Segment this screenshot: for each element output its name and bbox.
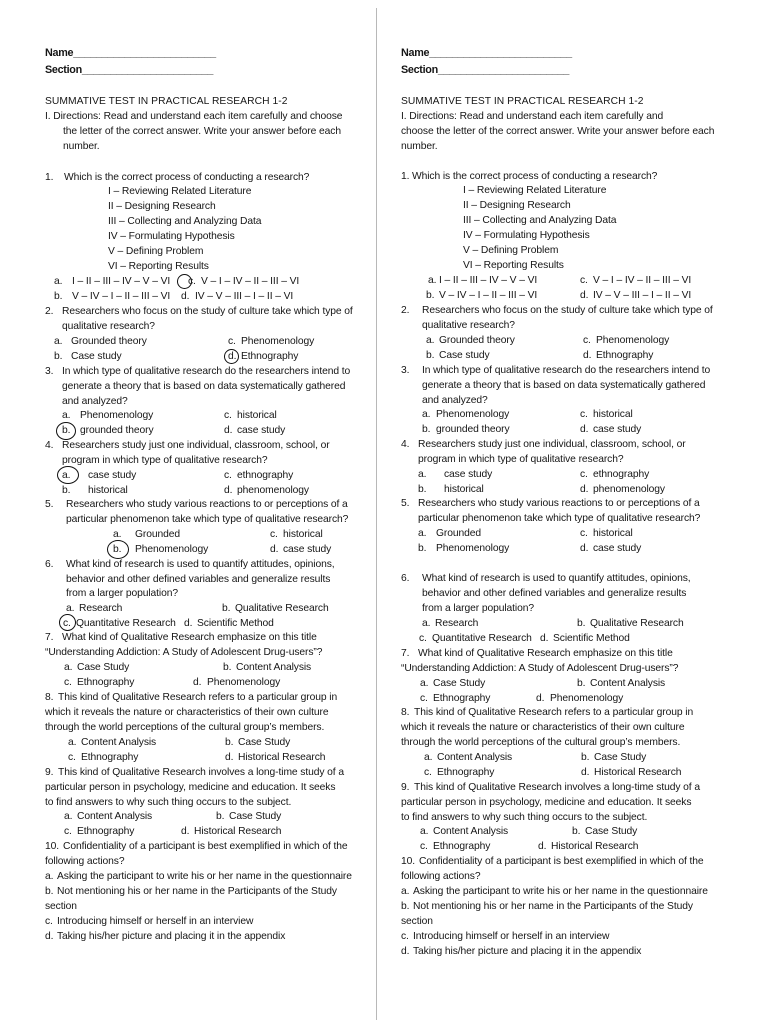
option-letter: c. [228, 336, 236, 347]
option-letter: c. [224, 470, 232, 481]
option-letter: a. [420, 826, 429, 837]
option-b: Qualitative Research [590, 618, 684, 629]
question-stem: Which is the correct process of conducting a research? [412, 171, 658, 182]
option-c: Ethnography [433, 693, 491, 704]
option-d: Taking his/her picture and placing it in the appendix [57, 931, 286, 942]
question-stem: Researchers who focus on the study of culture take which type of [62, 306, 353, 317]
option-letter: c. [419, 633, 427, 644]
option-letter: c. [270, 529, 278, 540]
option-letter: a. [422, 409, 431, 420]
option-letter: a. [113, 529, 122, 540]
option-c: Introducing himself or herself in an interview [57, 916, 254, 927]
option-letter: a. [64, 811, 73, 822]
option-letter: c. [63, 618, 71, 629]
option-b: Case study [439, 350, 490, 361]
process-step: IV – Formulating Hypothesis [108, 231, 235, 242]
option-a: case study [88, 470, 137, 481]
option-c: Phenomenology [596, 335, 670, 346]
question-stem: What kind of Qualitative Research emphasize on this title [418, 648, 673, 659]
process-step: V – Defining Problem [463, 245, 559, 256]
question-number: 2. [401, 305, 410, 316]
option-a: Asking the participant to write his or her name in the questionnaire [413, 886, 708, 897]
option-letter: c. [420, 693, 428, 704]
question-stem: through the world perceptions of the cultural group’s members. [45, 722, 325, 733]
question-stem: from a larger population? [422, 603, 534, 614]
answer-circle [56, 422, 76, 440]
option-d: case study [593, 424, 642, 435]
option-letter: c. [64, 826, 72, 837]
option-letter: a. [401, 886, 410, 897]
process-step: II – Designing Research [108, 201, 216, 212]
option-a: Grounded theory [439, 335, 515, 346]
option-letter: b. [426, 350, 435, 361]
option-letter: b. [62, 425, 71, 436]
option-letter: d. [270, 544, 279, 555]
question-stem: In which type of qualitative research do the researchers intend to [62, 366, 351, 377]
option-letter: d. [540, 633, 549, 644]
option-letter: b. [54, 291, 63, 302]
question-stem: This kind of Qualitative Research involves a long-time study of a [414, 782, 700, 793]
name-field: Name_________________________ [401, 47, 572, 59]
option-d: IV – V – III – I – II – VI [195, 291, 294, 302]
option-b: historical [444, 484, 484, 495]
question-number: 2. [45, 306, 54, 317]
option-d: case study [593, 543, 642, 554]
option-letter: b. [422, 424, 431, 435]
option-letter: a. [422, 618, 431, 629]
question-number: 1. [45, 172, 54, 183]
option-letter: a. [418, 528, 427, 539]
option-a: Research [79, 603, 123, 614]
option-d: phenomenology [237, 485, 309, 496]
option-d: case study [283, 544, 332, 555]
option-letter: b. [577, 678, 586, 689]
question-stem: “Understanding Addiction: A Study of Adolescent Drug-users”? [401, 663, 679, 674]
option-letter: d. [583, 350, 592, 361]
question-stem: This kind of Qualitative Research refers to a particular group in [414, 707, 694, 718]
question-number: 10. [45, 841, 60, 852]
option-a: Content Analysis [81, 737, 157, 748]
name-field: Name_________________________ [45, 47, 216, 59]
option-letter: c. [583, 335, 591, 346]
answer-circle [107, 540, 129, 559]
option-d: Ethnography [596, 350, 654, 361]
question-number: 8. [401, 707, 410, 718]
question-stem: which it reveals the nature or characteristics of their own culture [45, 707, 329, 718]
question-number: 9. [45, 767, 54, 778]
question-stem: program in which type of qualitative research? [62, 455, 268, 466]
option-c: Phenomenology [241, 336, 315, 347]
option-c: Introducing himself or herself in an interview [413, 931, 610, 942]
option-b: Case Study [585, 826, 638, 837]
process-step: III – Collecting and Analyzing Data [463, 215, 617, 226]
option-letter: d. [224, 485, 233, 496]
option-d: case study [237, 425, 286, 436]
section-field: Section_______________________ [401, 64, 570, 76]
option-c: Ethnography [77, 826, 135, 837]
option-letter: c. [580, 528, 588, 539]
question-stem: to find answers to why such thing occurs to the subject. [45, 797, 292, 808]
answer-circle [224, 349, 239, 364]
option-letter: a. [418, 469, 427, 480]
directions-line: choose the letter of the correct answer. Write your answer before each [401, 126, 715, 137]
option-a: Research [435, 618, 479, 629]
option-d: Historical Research [551, 841, 639, 852]
process-step: VI – Reporting Results [463, 260, 564, 271]
option-letter: c. [45, 916, 53, 927]
question-stem: program in which type of qualitative research? [418, 454, 624, 465]
process-step: III – Collecting and Analyzing Data [108, 216, 262, 227]
option-c: Ethnography [437, 767, 495, 778]
option-d: Scientific Method [553, 633, 630, 644]
question-stem: What kind of Qualitative Research emphasize on this title [62, 632, 317, 643]
question-stem: particular person in psychology, medicine and education. It seeks [45, 782, 336, 793]
option-b: Content Analysis [236, 662, 312, 673]
question-number: 4. [45, 440, 54, 451]
option-letter: b. [225, 737, 234, 748]
option-letter: c. [64, 677, 72, 688]
option-letter: c. [424, 767, 432, 778]
option-letter: b. [418, 484, 427, 495]
option-letter: c. [580, 469, 588, 480]
option-letter: b. [45, 886, 54, 897]
option-letter: a. [62, 410, 71, 421]
question-stem: Confidentiality of a participant is best exemplified in which of the [419, 856, 704, 867]
option-b: Phenomenology [436, 543, 510, 554]
option-letter: d. [193, 677, 202, 688]
option-a: Case Study [433, 678, 486, 689]
option-letter: c. [224, 410, 232, 421]
question-number: 4. [401, 439, 410, 450]
option-letter: d. [581, 767, 590, 778]
directions-line: number. [63, 141, 100, 152]
option-letter: b. [62, 485, 71, 496]
directions-line: I. Directions: Read and understand each item carefully and choose [45, 111, 343, 122]
question-number: 3. [45, 366, 54, 377]
option-letter: d. [580, 543, 589, 554]
option-c: V – I – IV – II – III – VI [593, 275, 692, 286]
option-b: Qualitative Research [235, 603, 329, 614]
option-letter: c. [188, 276, 196, 287]
question-number: 5. [45, 499, 54, 510]
process-step: V – Defining Problem [108, 246, 204, 257]
process-step: IV – Formulating Hypothesis [463, 230, 590, 241]
option-letter: c. [580, 275, 588, 286]
option-d: Historical Research [238, 752, 326, 763]
question-number: 1. [401, 171, 410, 182]
option-letter: a. [420, 678, 429, 689]
option-letter: d. [580, 484, 589, 495]
question-stem: behavior and other defined variables and generalize results [66, 574, 331, 585]
question-stem: This kind of Qualitative Research refers to a particular group in [58, 692, 338, 703]
option-d: Ethnography [241, 351, 299, 362]
option-letter: d. [580, 424, 589, 435]
right-test-copy [397, 0, 749, 1024]
option-letter: d. [224, 425, 233, 436]
option-letter: b. [581, 752, 590, 763]
option-c: Ethnography [77, 677, 135, 688]
option-b-continued: section [401, 916, 433, 927]
question-stem: Researchers who focus on the study of culture take which type of [422, 305, 713, 316]
option-b: Content Analysis [590, 678, 666, 689]
option-a: Content Analysis [433, 826, 509, 837]
question-stem: particular phenomenon take which type of qualitative research? [418, 513, 701, 524]
option-letter: d. [184, 618, 193, 629]
option-d: Phenomenology [550, 693, 624, 704]
question-number: 7. [45, 632, 54, 643]
question-number: 10. [401, 856, 416, 867]
option-a: Grounded [135, 529, 180, 540]
question-number: 8. [45, 692, 54, 703]
option-b: Case Study [594, 752, 647, 763]
option-a: case study [444, 469, 493, 480]
option-b: Not mentioning his or her name in the Participants of the Study [57, 886, 337, 897]
option-letter: a. [45, 871, 54, 882]
left-test-copy [40, 0, 392, 1024]
question-stem: Confidentiality of a participant is best exemplified in which of the [63, 841, 348, 852]
option-a: I – II – III – IV – V – VI [439, 275, 538, 286]
option-letter: d. [401, 946, 410, 957]
option-letter: b. [572, 826, 581, 837]
option-c: Ethnography [81, 752, 139, 763]
option-letter: d. [181, 826, 190, 837]
option-b: historical [88, 485, 128, 496]
question-stem: and analyzed? [62, 396, 128, 407]
option-b: V – IV – I – II – III – VI [72, 291, 171, 302]
option-b: Case study [71, 351, 122, 362]
test-title: SUMMATIVE TEST IN PRACTICAL RESEARCH 1-2 [401, 96, 644, 107]
question-stem: Researchers study just one individual, classroom, school, or [418, 439, 686, 450]
answer-circle [57, 466, 79, 484]
option-a: Content Analysis [77, 811, 153, 822]
question-number: 5. [401, 498, 410, 509]
question-stem: What kind of research is used to quantify attitudes, opinions, [66, 559, 335, 570]
directions-line: number. [401, 141, 438, 152]
option-d: Phenomenology [207, 677, 281, 688]
question-stem: through the world perceptions of the cultural group’s members. [401, 737, 681, 748]
section-field: Section_______________________ [45, 64, 214, 76]
option-a: I – II – III – IV – V – VI [72, 276, 171, 287]
question-stem: generate a theory that is based on data systematically gathered [62, 381, 346, 392]
option-letter: b. [426, 290, 435, 301]
answer-circle [177, 274, 192, 289]
option-letter: b. [401, 901, 410, 912]
option-letter: a. [428, 275, 437, 286]
process-step: I – Reviewing Related Literature [463, 185, 607, 196]
option-letter: b. [113, 544, 122, 555]
question-stem: Researchers who study various reactions to or perceptions of a [418, 498, 700, 509]
option-letter: b. [54, 351, 63, 362]
option-letter: a. [424, 752, 433, 763]
question-stem: to find answers to why such thing occurs to the subject. [401, 812, 648, 823]
option-a: Asking the participant to write his or her name in the questionnaire [57, 871, 352, 882]
question-number: 6. [45, 559, 54, 570]
option-a: Phenomenology [80, 410, 154, 421]
option-letter: d. [536, 693, 545, 704]
option-b-continued: section [45, 901, 77, 912]
option-b: Phenomenology [135, 544, 209, 555]
option-d: phenomenology [593, 484, 665, 495]
option-a: Case Study [77, 662, 130, 673]
question-stem: following actions? [401, 871, 481, 882]
option-letter: a. [68, 737, 77, 748]
option-c: Quantitative Research [76, 618, 176, 629]
option-letter: d. [225, 752, 234, 763]
question-stem: What kind of research is used to quantify attitudes, opinions, [422, 573, 691, 584]
question-stem: Researchers who study various reactions to or perceptions of a [66, 499, 348, 510]
option-letter: b. [577, 618, 586, 629]
option-a: Grounded [436, 528, 481, 539]
question-stem: Researchers study just one individual, classroom, school, or [62, 440, 330, 451]
option-letter: b. [223, 662, 232, 673]
option-d: IV – V – III – I – II – VI [593, 290, 692, 301]
option-letter: d. [538, 841, 547, 852]
question-stem: behavior and other defined variables and generalize results [422, 588, 687, 599]
option-c: historical [283, 529, 323, 540]
option-letter: b. [216, 811, 225, 822]
question-stem: qualitative research? [62, 321, 155, 332]
option-a: Phenomenology [436, 409, 510, 420]
question-stem: generate a theory that is based on data systematically gathered [422, 380, 706, 391]
option-b: grounded theory [436, 424, 510, 435]
question-number: 3. [401, 365, 410, 376]
directions-line: the letter of the correct answer. Write your answer before each [63, 126, 341, 137]
option-c: Ethnography [433, 841, 491, 852]
option-letter: d. [181, 291, 190, 302]
question-stem: which it reveals the nature or characteristics of their own culture [401, 722, 685, 733]
option-letter: a. [426, 335, 435, 346]
option-b: Case Study [229, 811, 282, 822]
question-stem: particular person in psychology, medicine and education. It seeks [401, 797, 692, 808]
option-d: Taking his/her picture and placing it in the appendix [413, 946, 642, 957]
option-letter: a. [54, 336, 63, 347]
option-d: Scientific Method [197, 618, 274, 629]
option-letter: d. [45, 931, 54, 942]
question-stem: particular phenomenon take which type of qualitative research? [66, 514, 349, 525]
question-stem: following actions? [45, 856, 125, 867]
option-c: ethnography [237, 470, 294, 481]
option-letter: d. [228, 351, 237, 362]
option-letter: a. [64, 662, 73, 673]
option-c: historical [593, 528, 633, 539]
question-stem: In which type of qualitative research do the researchers intend to [422, 365, 711, 376]
option-letter: c. [68, 752, 76, 763]
question-number: 9. [401, 782, 410, 793]
process-step: I – Reviewing Related Literature [108, 186, 252, 197]
question-stem: qualitative research? [422, 320, 515, 331]
option-b: V – IV – I – II – III – VI [439, 290, 538, 301]
option-letter: b. [418, 543, 427, 554]
option-letter: a. [54, 276, 63, 287]
option-d: Historical Research [194, 826, 282, 837]
question-number: 6. [401, 573, 410, 584]
question-stem: Which is the correct process of conducting a research? [64, 172, 310, 183]
question-stem: and analyzed? [422, 395, 488, 406]
option-b: Case Study [238, 737, 291, 748]
option-letter: c. [580, 409, 588, 420]
process-step: VI – Reporting Results [108, 261, 209, 272]
option-letter: c. [420, 841, 428, 852]
option-c: historical [237, 410, 277, 421]
option-c: V – I – IV – II – III – VI [201, 276, 300, 287]
question-stem: “Understanding Addiction: A Study of Adolescent Drug-users”? [45, 647, 323, 658]
option-letter: d. [580, 290, 589, 301]
option-c: Quantitative Research [432, 633, 532, 644]
question-stem: from a larger population? [66, 588, 178, 599]
test-title: SUMMATIVE TEST IN PRACTICAL RESEARCH 1-2 [45, 96, 288, 107]
option-letter: c. [401, 931, 409, 942]
directions-line: I. Directions: Read and understand each item carefully and [401, 111, 664, 122]
option-d: Historical Research [594, 767, 682, 778]
option-letter: a. [62, 470, 71, 481]
option-b: Not mentioning his or her name in the Participants of the Study [413, 901, 693, 912]
option-a: Grounded theory [71, 336, 147, 347]
option-letter: b. [222, 603, 231, 614]
process-step: II – Designing Research [463, 200, 571, 211]
option-b: grounded theory [80, 425, 154, 436]
option-letter: a. [66, 603, 75, 614]
option-c: historical [593, 409, 633, 420]
question-number: 7. [401, 648, 410, 659]
question-stem: This kind of Qualitative Research involves a long-time study of a [58, 767, 344, 778]
answer-circle [59, 614, 76, 631]
option-c: ethnography [593, 469, 650, 480]
option-a: Content Analysis [437, 752, 513, 763]
